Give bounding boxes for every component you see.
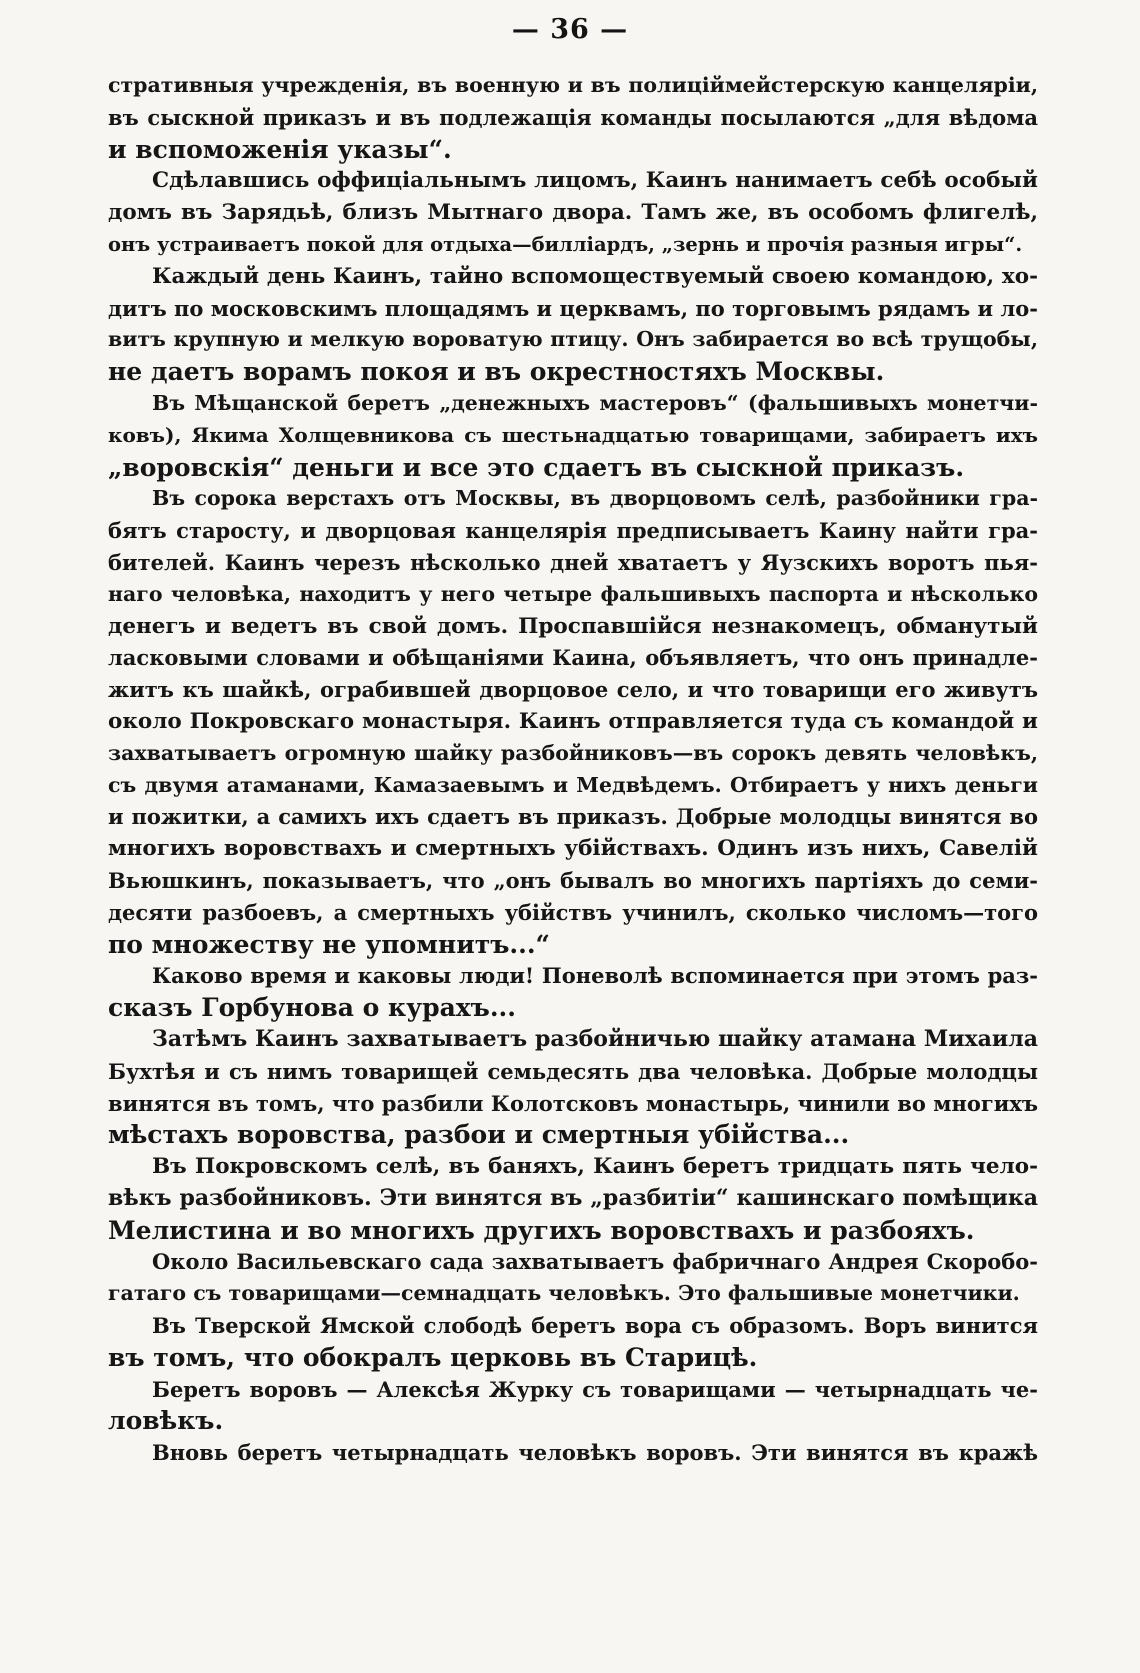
text-line: житъ къ шайкѣ, ограбившей дворцовое село, и что товарищи его живутъ [108,677,1038,703]
text-line: Вновь беретъ четырнадцать человѣкъ воровъ. Эти винятся въ кражѣ [152,1440,1038,1466]
text-line: онъ устраиваетъ покой для отдыха—билліардъ, „зернь и прочія разныя игры“. [108,232,1023,256]
text-line: по множеству не упомнитъ...“ [108,929,550,959]
text-line: домъ въ Зарядьѣ, близъ Мытнаго двора. Тамъ же, въ особомъ флигелѣ, [108,200,1038,226]
text-line: винятся въ томъ, что разбили Колотсковъ монастырь, чинили во многихъ [108,1090,1038,1116]
text-line: ковъ), Якима Холщевникова съ шестьнадцатью товарищами, забираетъ ихъ [108,422,1038,447]
text-line: Беретъ воровъ — Алексѣя Журку съ товарищами — четырнадцать че- [152,1376,1038,1402]
text-line: ловѣкъ. [108,1406,224,1436]
text-line: денегъ и ведетъ въ свой домъ. Проспавшійся незнакомецъ, обманутый [108,613,1038,639]
text-line: Каково время и каковы люди! Поневолѣ вспоминается при этомъ раз- [152,963,1038,989]
text-line: „воровскія“ деньги и все это сдаетъ въ сыскной приказъ. [108,452,965,482]
text-line: ласковыми словами и обѣщаніями Каина, объявляетъ, что онъ принадле- [108,645,1038,671]
text-line: Вьюшкинъ, показываетъ, что „онъ бывалъ во многихъ партіяхъ до семи- [108,867,1038,893]
text-line: въ сыскной приказъ и въ подлежащія команды посылаются „для вѣдома [108,104,1038,130]
text-line: около Покровскаго монастыря. Каинъ отправляется туда съ командой и [108,708,1038,734]
text-line: Мелистина и во многихъ другихъ воровствахъ и разбояхъ. [108,1215,975,1245]
text-line: гатаго съ товарищами—семнадцать человѣкъ. Это фальшивые монетчики. [108,1281,1020,1306]
text-line: Въ Мѣщанской беретъ „денежныхъ мастеровъ“ (фальшивыхъ монетчи- [152,390,1038,415]
text-line: Сдѣлавшись оффиціальнымъ лицомъ, Каинъ нанимаетъ себѣ особый [152,168,1038,194]
text-line: не даетъ ворамъ покоя и въ окрестностяхъ Москвы. [108,357,885,387]
text-line: Около Васильевскаго сада захватываетъ фабричнаго Андрея Скоробо- [152,1249,1038,1275]
text-line: сказъ Горбунова о курахъ... [108,993,516,1023]
text-line: и вспоможенія указы“. [108,134,452,164]
text-line: мѣстахъ воровства, разбои и смертныя убійства... [108,1120,850,1150]
text-line: Бухтѣя и съ нимъ товарищей семьдесять два человѣка. Добрые молодцы [108,1058,1038,1084]
text-line: десяти разбоевъ, а смертныхъ убійствъ учинилъ, сколько числомъ—того [108,899,1038,925]
body-text [108,70,1038,1469]
text-line: и пожитки, а самихъ ихъ сдаетъ въ приказъ. Добрые молодцы винятся во [108,804,1038,830]
text-line: наго человѣка, находитъ у него четыре фальшивыхъ паспорта и нѣсколько [108,581,1038,606]
text-line: съ двумя атаманами, Камазаевымъ и Медвѣдемъ. Отбираетъ у нихъ деньги [108,772,1038,797]
text-line: дитъ по московскимъ площадямъ и церквамъ, по торговымъ рядамъ и ло- [108,295,1038,321]
page-number: — 36 — [511,14,629,45]
text-line: многихъ воровствахъ и смертныхъ убійствахъ. Одинъ изъ нихъ, Савелій [108,836,1038,862]
text-line: стративныя учрежденія, въ военную и въ полиціймейстерскую канцеляріи, [108,73,1038,97]
text-line: Въ Покровскомъ селѣ, въ баняхъ, Каинъ беретъ тридцать пять чело- [152,1154,1038,1180]
text-line: Въ Тверской Ямской слободѣ беретъ вора съ образомъ. Воръ винится [152,1313,1038,1339]
text-line: вѣкъ разбойниковъ. Эти винятся въ „разбитіи“ кашинскаго помѣщика [108,1184,1038,1211]
text-line: въ томъ, что обокралъ церковь въ Старицѣ. [108,1342,758,1372]
text-line: Затѣмъ Каинъ захватываетъ разбойничью шайку атамана Михаила [152,1025,1038,1052]
text-line: Каждый день Каинъ, тайно вспомоществуемый своею командою, хо- [152,263,1038,289]
text-line: захватываетъ огромную шайку разбойниковъ—въ сорокъ девять человѣкъ, [108,740,1038,765]
text-line: бителей. Каинъ черезъ нѣсколько дней хватаетъ у Яузскихъ воротъ пья- [108,549,1038,575]
text-line: витъ крупную и мелкую вороватую птицу. Онъ забирается во всѣ трущобы, [108,327,1038,352]
text-line: Въ сорока верстахъ отъ Москвы, въ дворцовомъ селѣ, разбойники гра- [152,486,1038,511]
text-line: бятъ старосту, и дворцовая канцелярія предписываетъ Каину найти гра- [108,518,1038,544]
